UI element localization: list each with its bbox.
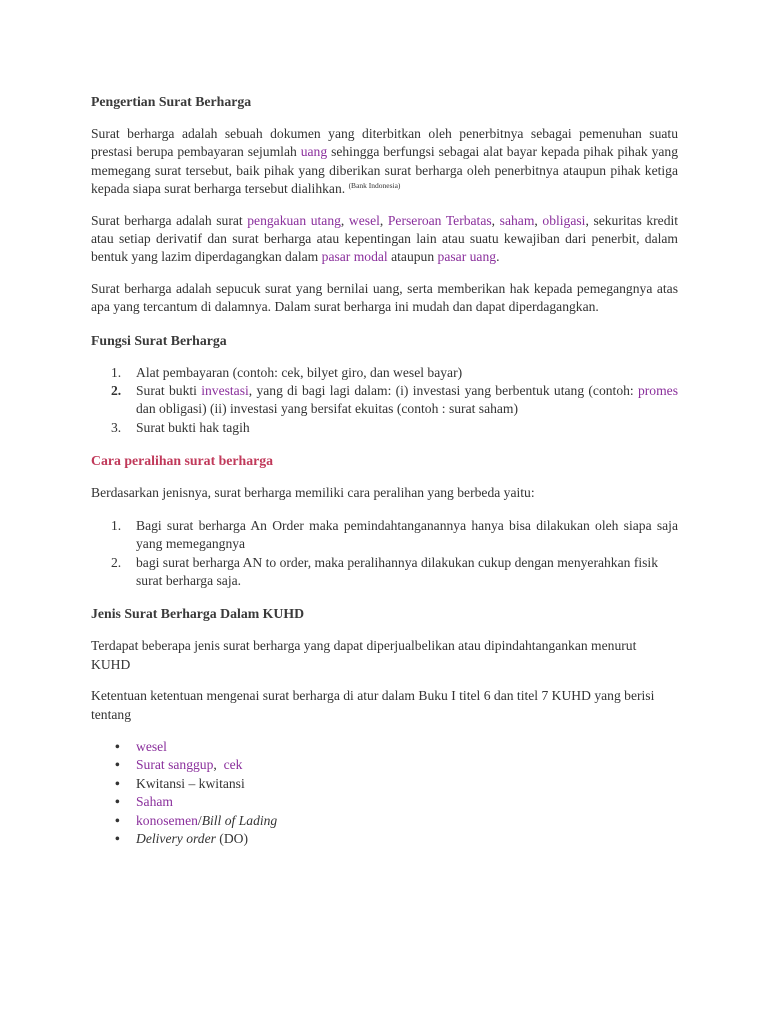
bullet-icon: • [115, 757, 120, 773]
list-item: • Kwitansi – kwitansi [91, 775, 678, 793]
paragraph-definition-2: Surat berharga adalah surat pengakuan utang, wesel, Perseroan Terbatas, saham, obligasi, sekuritas kredit atau setiap derivatif dan surat berharga atau kepentingan lain atau suatu kewajiban dari penerbit, dalam bentuk yang lazim diperdagangkan dalam pasar modal ataupun pasar uang. [91, 212, 679, 265]
link-promes[interactable]: promes [637, 383, 679, 399]
bullet-icon: • [115, 775, 120, 791]
fungsi-list [91, 364, 678, 438]
link-uang[interactable]: uang [300, 144, 328, 160]
link-surat-sanggup[interactable]: Surat sanggup [136, 757, 214, 773]
paragraph-definition-1: Surat berharga adalah sebuah dokumen yang diterbitkan oleh penerbitnya sebagai pemenuhan suatu prestasi berupa pembayaran sejumlah uang sehingga berfungsi sebagai alat bayar kepada pihak pihak yang memegang surat tersebut, baik pihak yang diberikan surat berharga oleh penerbitnya ataupun pihak ketiga kepada siapa surat berharga tersebut dialihkan. $^{(Bank Indonesia)}$ [91, 126, 678, 197]
list-item: • Surat sanggup, cek [91, 756, 678, 774]
bullet-icon: • [115, 830, 120, 846]
link-pengakuan-utang[interactable]: pengakuan utang [247, 212, 341, 228]
list-item: 2. bagi surat berharga AN to order, maka peralihannya dilakukan cukup dengan menyerahkan fisik surat berharga saja. [111, 554, 659, 588]
link-wesel-list[interactable]: wesel [136, 738, 167, 754]
list-item: 1. Alat pembayaran (contoh: cek, bilyet giro, dan wesel bayar) [111, 364, 463, 380]
link-wesel[interactable]: wesel [348, 212, 380, 228]
source-superscript: (Bank Indonesia) [348, 181, 401, 191]
link-cek[interactable]: cek [223, 757, 243, 773]
paragraph-jenis-2: Ketentuan ketentuan mengenai surat berharga di atur dalam Buku I titel 6 dan titel 7 KUHD yang berisi tentang [91, 688, 655, 722]
paragraph-definition-3: Surat berharga adalah sepucuk surat yang bernilai uang, serta memberikan hak kepada pemegangnya atas apa yang tercantum di dalamnya. Dalam surat berharga ini mudah dan dapat diperdagangkan. [91, 280, 678, 315]
list-item: 2. Surat bukti investasi, yang di bagi lagi dalam: (i) investasi yang berbentuk utang (contoh: promes dan obligasi) (ii) investasi yang bersifat ekuitas (contoh : surat saham) [111, 383, 679, 417]
link-perseroan-terbatas[interactable]: Perseroan Terbatas [387, 212, 492, 228]
heading-fungsi: Fungsi Surat Berharga [91, 332, 227, 348]
heading-jenis: Jenis Surat Berharga Dalam KUHD [91, 606, 305, 622]
heading-pengertian: Pengertian Surat Berharga [91, 94, 252, 109]
link-saham[interactable]: saham [499, 212, 535, 228]
bullet-icon: • [115, 738, 120, 754]
link-investasi[interactable]: investasi [201, 383, 249, 399]
paragraph-jenis-1: Terdapat beberapa jenis surat berharga yang dapat diperjualbelikan atau dipindahtangankan menurut KUHD [91, 638, 637, 672]
list-item [91, 738, 678, 756]
link-pasar-modal[interactable]: pasar modal [321, 249, 388, 265]
paragraph-cara-intro: Berdasarkan jenisnya, surat berharga memiliki cara peralihan yang berbeda yaitu: [91, 485, 535, 501]
link-pasar-uang[interactable]: pasar uang [437, 249, 497, 265]
bullet-icon: • [115, 812, 120, 828]
list-item: 1. Bagi surat berharga An Order maka pemindahtanganannya hanya bisa dilakukan oleh siapa saja yang memegangnya [111, 517, 678, 552]
heading-cara-peralihan: Cara peralihan surat berharga [91, 453, 274, 469]
list-item [91, 793, 678, 811]
jenis-list [91, 738, 678, 848]
link-konosemen[interactable]: konosemen [136, 812, 198, 828]
list-item: • Delivery order (DO) [91, 830, 678, 848]
link-saham-list[interactable]: Saham [136, 794, 173, 810]
list-item: • konosemen/Bill of Lading [91, 812, 678, 830]
cara-list [91, 517, 678, 591]
list-item: 3. Surat bukti hak tagih [111, 419, 250, 435]
link-obligasi[interactable]: obligasi [542, 212, 586, 228]
bullet-icon: • [115, 794, 120, 810]
